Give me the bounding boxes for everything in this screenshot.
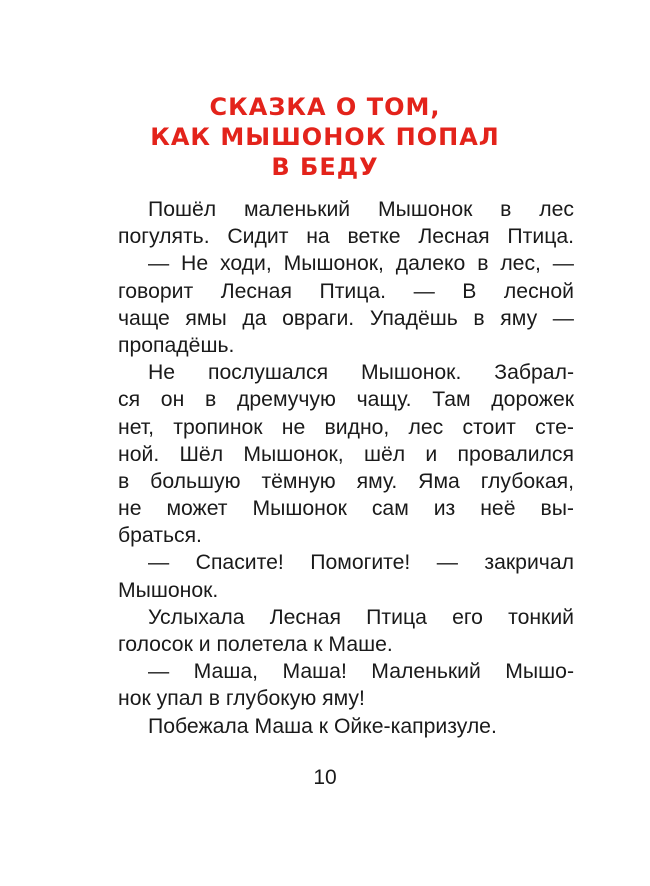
text-line: нет, тропинок не видно, лес стоит сте- (118, 415, 574, 439)
story-title (0, 92, 650, 182)
text-line: Не послушался Мышонок. Забрал- (148, 361, 574, 385)
text-line: — Маша, Маша! Маленький Мышо- (148, 660, 574, 684)
text-line: ной. Шёл Мышонок, шёл и провалился (118, 442, 574, 466)
title-line: СКАЗКА О ТОМ, (209, 93, 441, 121)
text-line: в большую тёмную яму. Яма глубокая, (118, 469, 574, 493)
text-line: Мышонок. (118, 578, 219, 602)
title-line: КАК МЫШОНОК ПОПАЛ (150, 123, 500, 151)
text-line: не может Мышонок сам из неё вы- (118, 497, 574, 521)
title-line: В БЕДУ (271, 153, 379, 181)
text-line: браться. (118, 524, 202, 548)
text-line: погулять. Сидит на ветке Лесная Птица. (118, 225, 574, 249)
text-line: голосок и полетела к Маше. (118, 633, 393, 656)
text-line: Побежала Маша к Ойке-капризуле. (148, 714, 497, 738)
story-text (118, 196, 574, 740)
text-line: Пошёл маленький Мышонок в лес (148, 198, 574, 221)
text-line: чаще ямы да овраги. Упадёшь в яму — (118, 306, 574, 330)
text-line: ся он в дремучую чащу. Там дорожек (118, 388, 574, 412)
page-number: 10 (313, 766, 337, 789)
text-line: говорит Лесная Птица. — В лесной (118, 279, 574, 303)
text-line: нок упал в глубокую яму! (118, 687, 365, 711)
text-line: пропадёшь. (118, 333, 235, 357)
text-line: — Спасите! Помогите! — закричал (148, 551, 574, 575)
text-line: Услыхала Лесная Птица его тонкий (148, 605, 574, 629)
text-line: — Не ходи, Мышонок, далеко в лес, — (148, 252, 574, 276)
